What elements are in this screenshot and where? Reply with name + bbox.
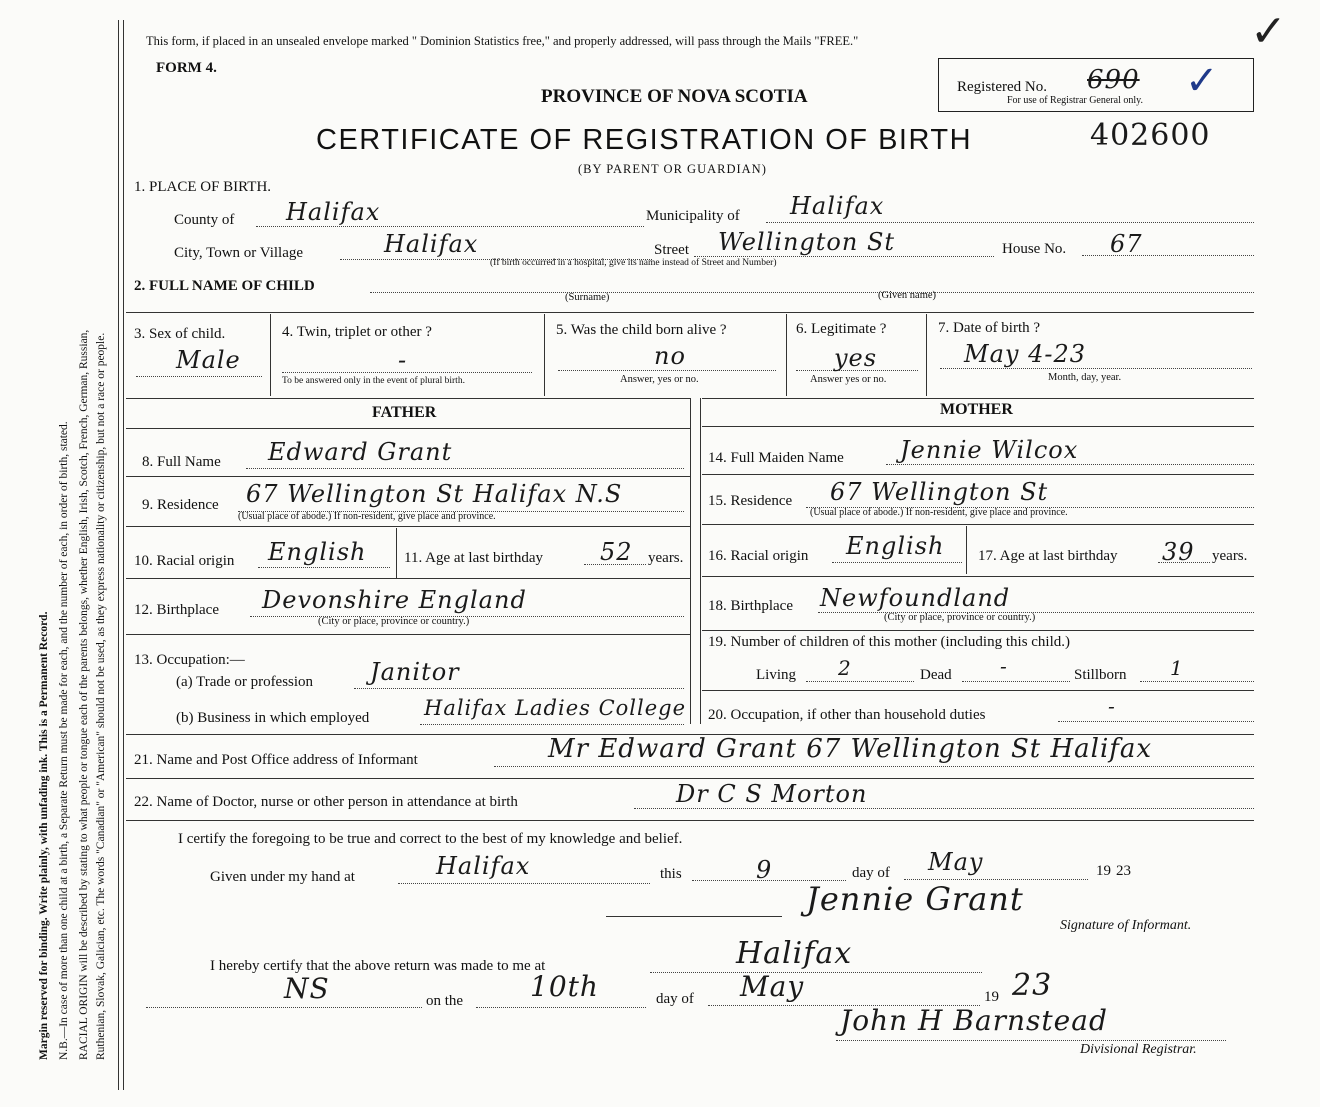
surname-note: (Surname)	[565, 292, 610, 303]
house-value: 67	[1110, 230, 1143, 258]
mother-residence-label: 15. Residence	[708, 493, 793, 509]
registrar-province-value: NS	[284, 972, 330, 1005]
certificate-number: 402600	[1090, 118, 1211, 153]
on-the-label: on the	[426, 993, 464, 1009]
dob-value: May 4-23	[964, 340, 1086, 368]
informant-signature: Jennie Grant	[806, 880, 1024, 918]
doctor-label: 22. Name of Doctor, nurse or other person in attendance at birth	[134, 794, 518, 810]
mother-residence-value: 67 Wellington St	[830, 478, 1049, 506]
given-day-value: 9	[756, 856, 773, 884]
mother-age-label: 17. Age at last birthday	[978, 548, 1118, 564]
informant-label: 21. Name and Post Office address of Informant	[134, 752, 418, 768]
living-label: Living	[756, 667, 796, 683]
margin-note-3: RACIAL ORIGIN will be described by stating to what people or tongue each of the parents belongs, whether English, Irish, Scotch, French, German, Russian,	[78, 329, 90, 1060]
twin-note: To be answered only in the event of plural birth.	[282, 376, 465, 386]
born-alive-value: no	[654, 342, 686, 370]
father-age-years: years.	[648, 550, 684, 566]
margin-rule-2	[123, 20, 124, 1090]
registrar-dayof-label: day of	[656, 991, 694, 1007]
father-trade-label: (a) Trade or profession	[176, 674, 314, 690]
city-value: Halifax	[384, 230, 479, 258]
province-heading: PROVINCE OF NOVA SCOTIA	[541, 86, 808, 107]
given-year-value: 23	[1116, 863, 1131, 879]
father-heading: FATHER	[372, 404, 437, 421]
county-label: County of	[174, 212, 235, 228]
city-label: City, Town or Village	[174, 245, 304, 261]
father-racial-label: 10. Racial origin	[134, 553, 235, 569]
father-birthplace-label: 12. Birthplace	[134, 602, 219, 618]
doctor-value: Dr C S Morton	[676, 780, 868, 808]
dob-label: 7. Date of birth ?	[938, 320, 1041, 336]
margin-note-4: Ruthenian, Slovak, Galician, etc. The words "Canadian" or "American" should not be used, as they express nationality or citizenship, but not a race or people.	[95, 332, 107, 1060]
stillborn-value: 1	[1170, 656, 1184, 680]
margin-note-2: N.B.—In case of more than one child at a birth, a Separate Return must be made for each, and the number of each, in order of birth, stated.	[58, 421, 70, 1060]
registrar-certify-text: I hereby certify that the above return was made to me at	[210, 958, 546, 974]
child-name-label: 2. FULL NAME OF CHILD	[134, 278, 315, 294]
father-occupation-label: 13. Occupation:—	[134, 652, 245, 668]
registrar-day-value: 10th	[530, 970, 599, 1003]
mother-occupation-value: -	[1108, 694, 1116, 718]
father-birthplace-value: Devonshire England	[262, 586, 527, 614]
house-label: House No.	[1002, 241, 1067, 257]
mother-heading: MOTHER	[940, 401, 1013, 418]
father-racial-value: English	[268, 538, 367, 566]
mother-birthplace-note: (City or place, province or country.)	[884, 612, 1036, 623]
street-label: Street	[654, 242, 689, 258]
registrar-place-value: Halifax	[736, 936, 853, 971]
this-label: this	[660, 866, 682, 882]
mother-racial-label: 16. Racial origin	[708, 548, 809, 564]
dead-label: Dead	[920, 667, 952, 683]
registrar-use-note: For use of Registrar General only.	[1007, 95, 1143, 106]
father-residence-note: (Usual place of abode.) If non-resident, give place and province.	[238, 511, 496, 522]
father-trade-value: Janitor	[370, 658, 460, 686]
father-business-label: (b) Business in which employed	[176, 710, 370, 726]
place-of-birth-heading: 1. PLACE OF BIRTH.	[134, 179, 272, 195]
father-name-value: Edward Grant	[268, 438, 453, 466]
municipality-value: Halifax	[790, 192, 885, 220]
father-age-label: 11. Age at last birthday	[404, 550, 543, 566]
certify-text: I certify the foregoing to be true and correct to the best of my knowledge and belief.	[178, 831, 683, 847]
document-subtitle: (BY PARENT OR GUARDIAN)	[578, 162, 767, 176]
dead-value: -	[1000, 654, 1008, 678]
registrar-year-value: 23	[1012, 968, 1053, 1003]
mother-name-label: 14. Full Maiden Name	[708, 450, 844, 466]
margin-rule	[118, 20, 119, 1090]
born-alive-label: 5. Was the child born alive ?	[556, 322, 727, 338]
checkmark-icon-outer: ✓	[1250, 7, 1287, 56]
legitimate-value: yes	[834, 344, 878, 372]
document-title: CERTIFICATE OF REGISTRATION OF BIRTH	[316, 124, 973, 156]
mother-birthplace-value: Newfoundland	[820, 584, 1011, 612]
dob-note: Month, day, year.	[1048, 372, 1122, 383]
form-number: FORM 4.	[156, 60, 217, 76]
father-residence-value: 67 Wellington St Halifax N.S	[246, 480, 623, 508]
mother-occupation-label: 20. Occupation, if other than household duties	[708, 707, 986, 723]
sex-value: Male	[176, 346, 241, 374]
street-value: Wellington St	[718, 228, 896, 256]
children-count-label: 19. Number of children of this mother (including this child.)	[708, 634, 1071, 650]
sex-label: 3. Sex of child.	[134, 326, 226, 342]
living-value: 2	[838, 656, 852, 680]
father-age-value: 52	[600, 538, 633, 566]
legitimate-label: 6. Legitimate ?	[796, 321, 887, 337]
father-business-value: Halifax Ladies College	[424, 696, 687, 720]
registered-number: 690	[1087, 65, 1140, 95]
mother-birthplace-label: 18. Birthplace	[708, 598, 793, 614]
registered-label: Registered No.	[957, 79, 1047, 95]
mother-residence-note: (Usual place of abode.) If non-resident, give place and province.	[810, 507, 1068, 518]
dayof-label: day of	[852, 865, 890, 881]
mother-age-value: 39	[1162, 538, 1195, 566]
registered-box	[938, 58, 1254, 112]
registrar-year-prefix: 19	[984, 989, 999, 1005]
given-under-label: Given under my hand at	[210, 869, 355, 885]
mother-name-value: Jennie Wilcox	[900, 436, 1079, 464]
postal-notice: This form, if placed in an unsealed envelope marked " Dominion Statistics free," and properly addressed, will pass through the Mails "FREE."	[146, 34, 859, 48]
registrar-month-value: May	[740, 970, 805, 1003]
twin-value: -	[398, 346, 408, 374]
registrar-signature: John H Barnstead	[840, 1004, 1108, 1037]
born-alive-note: Answer, yes or no.	[620, 374, 699, 385]
father-name-label: 8. Full Name	[142, 454, 221, 470]
margin-note-1: Margin reserved for binding. Write plainly, with unfading ink. This is a Permanent Record.	[38, 611, 50, 1060]
mother-racial-value: English	[846, 532, 945, 560]
father-birthplace-note: (City or place, province or country.)	[318, 616, 470, 627]
registrar-label: Divisional Registrar.	[1080, 1042, 1197, 1057]
municipality-label: Municipality of	[646, 208, 740, 224]
county-value: Halifax	[286, 198, 381, 226]
given-month-value: May	[928, 848, 984, 876]
hospital-note: (If birth occurred in a hospital, give its name instead of Street and Number)	[490, 258, 777, 268]
informant-value: Mr Edward Grant 67 Wellington St Halifax	[548, 734, 1153, 764]
legitimate-note: Answer yes or no.	[810, 374, 887, 385]
stillborn-label: Stillborn	[1074, 667, 1127, 683]
twin-label: 4. Twin, triplet or other ?	[282, 324, 432, 340]
given-year-prefix: 19	[1096, 863, 1111, 879]
given-place-value: Halifax	[436, 852, 531, 880]
signature-label: Signature of Informant.	[1060, 918, 1192, 933]
mother-age-years: years.	[1212, 548, 1248, 564]
given-name-note: (Given name)	[878, 290, 937, 301]
father-residence-label: 9. Residence	[142, 497, 219, 513]
checkmark-icon: ✓	[1185, 58, 1219, 103]
